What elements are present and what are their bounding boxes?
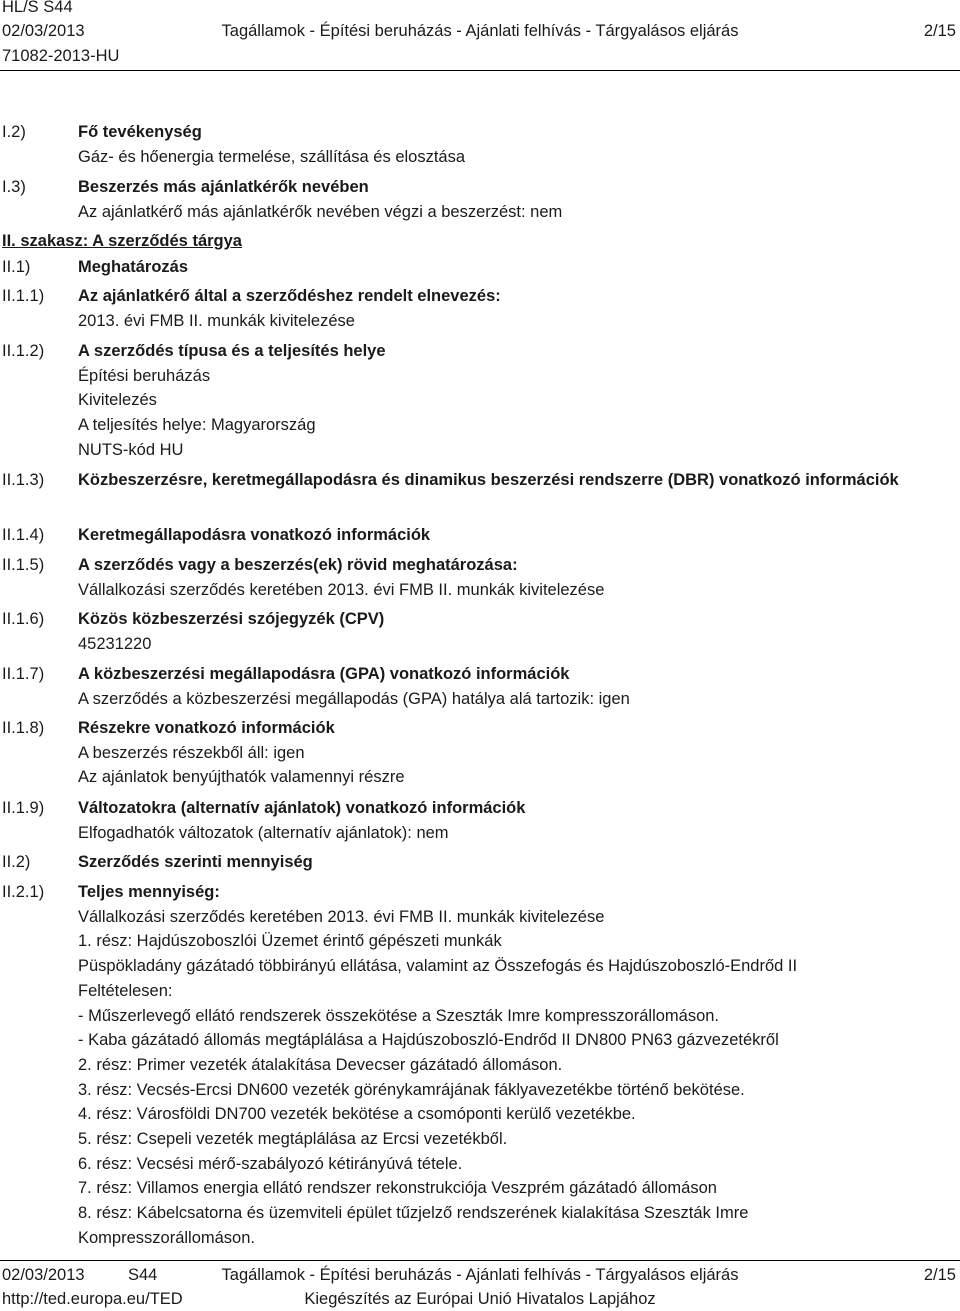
entry-heading: Az ajánlatkérő által a szerződéshez rendelt elnevezés: xyxy=(78,287,501,305)
quantity-line: 2. rész: Primer vezeték átalakítása Devecser gázátadó állomáson. xyxy=(78,1055,563,1074)
quantity-line: Feltételesen: xyxy=(78,981,173,1000)
footer-page-number: 2/15 xyxy=(923,1266,956,1284)
entry-number: I.3) xyxy=(2,178,26,196)
entry-heading: Változatokra (alternatív ajánlatok) vonatkozó információk xyxy=(78,799,526,817)
entry-number: II.1.1) xyxy=(2,287,45,305)
header-rule xyxy=(0,70,960,71)
entry-heading: Közös közbeszerzési szójegyzék (CPV) xyxy=(78,610,385,628)
header-page-number: 2/15 xyxy=(923,22,956,40)
entry-heading: Részekre vonatkozó információk xyxy=(78,719,335,737)
entry-text: 2013. évi FMB II. munkák kivitelezése xyxy=(78,311,355,330)
footer-publisher: Kiegészítés az Európai Unió Hivatalos Lapjához xyxy=(304,1290,656,1308)
quantity-line: 1. rész: Hajdúszoboszlói Üzemet érintő gépészeti munkák xyxy=(78,932,502,951)
quantity-line: Püspökladány gázátadó többirányú ellátása, valamint az Összefogás és Hajdúszoboszló-Endrőd II xyxy=(78,957,798,976)
header-date: 02/03/2013 xyxy=(2,22,85,40)
entry-text: Gáz- és hőenergia termelése, szállítása és elosztása xyxy=(78,147,466,166)
footer-date: 02/03/2013 xyxy=(2,1266,85,1284)
entry-number: I.2) xyxy=(2,123,26,141)
entry-number: II.1.9) xyxy=(2,799,45,817)
entry-number: II.1.6) xyxy=(2,610,45,628)
footer-rule xyxy=(0,1260,960,1261)
quantity-line: - Műszerlevegő ellátó rendszerek összekötése a Szeszták Imre kompresszorállomáson. xyxy=(78,1006,720,1025)
entry-text: A teljesítés helye: Magyarország xyxy=(78,416,316,435)
entry-heading: Beszerzés más ajánlatkérők nevében xyxy=(78,178,369,196)
quantity-line: 6. rész: Vecsési mérő-szabályozó kétirányúvá tétele. xyxy=(78,1154,463,1173)
header-notice-id: 71082-2013-HU xyxy=(2,47,120,65)
entry-number: II.2.1) xyxy=(2,883,45,901)
entry-text: Elfogadhatók változatok (alternatív ajánlatok): nem xyxy=(78,823,449,842)
quantity-line: Kompresszorállomáson. xyxy=(78,1228,255,1247)
entry-heading: Fő tevékenység xyxy=(78,123,202,141)
entry-text: A beszerzés részekből áll: igen xyxy=(78,743,305,762)
quantity-line: 5. rész: Csepeli vezeték megtáplálása az Ercsi vezetékből. xyxy=(78,1130,508,1149)
entry-number: II.1.5) xyxy=(2,556,45,574)
entry-number: II.2) xyxy=(2,853,31,871)
entry-text: Építési beruházás xyxy=(78,366,211,385)
entry-text: NUTS-kód HU xyxy=(78,440,184,459)
footer-title: Tagállamok - Építési beruházás - Ajánlati felhívás - Tárgyalásos eljárás xyxy=(221,1266,739,1284)
header-doc-code: HL/S S44 xyxy=(2,0,73,16)
entry-number: II.1) xyxy=(2,258,31,276)
quantity-line: 8. rész: Kábelcsatorna és üzemviteli épület tűzjelző rendszerének kialakítása Szeszták Imre xyxy=(78,1204,749,1223)
entry-text: Kivitelezés xyxy=(78,391,157,410)
quantity-line: - Kaba gázátadó állomás megtáplálása a Hajdúszoboszló-Endrőd II DN800 PN63 gázvezetékről xyxy=(78,1031,779,1050)
entry-heading: Közbeszerzésre, keretmegállapodásra és dinamikus beszerzési rendszerre (DBR) vonatkozó információk xyxy=(78,471,899,489)
quantity-line: 3. rész: Vecsés-Ercsi DN600 vezeték görénykamrájának fáklyavezetékbe történő bekötése. xyxy=(78,1080,745,1099)
quantity-line: Vállalkozási szerződés keretében 2013. évi FMB II. munkák kivitelezése xyxy=(78,907,605,926)
entry-heading: Meghatározás xyxy=(78,258,189,276)
section-title: II. szakasz: A szerződés tárgya xyxy=(2,232,242,250)
quantity-line: 4. rész: Városföldi DN700 vezeték bekötése a csomóponti kerülő vezetékbe. xyxy=(78,1105,636,1124)
entry-number: II.1.3) xyxy=(2,471,45,489)
entry-heading: A közbeszerzési megállapodásra (GPA) vonatkozó információk xyxy=(78,665,570,683)
entry-text: Az ajánlatok benyújthatók valamennyi részre xyxy=(78,768,405,787)
entry-text: Az ajánlatkérő más ajánlatkérők nevében végzi a beszerzést: nem xyxy=(78,202,563,221)
entry-number: II.1.4) xyxy=(2,526,45,544)
entry-text: A szerződés a közbeszerzési megállapodás (GPA) hatálya alá tartozik: igen xyxy=(78,689,630,708)
entry-heading: Keretmegállapodásra vonatkozó információk xyxy=(78,526,431,544)
header-title: Tagállamok - Építési beruházás - Ajánlati felhívás - Tárgyalásos eljárás xyxy=(221,22,739,40)
entry-text: Vállalkozási szerződés keretében 2013. évi FMB II. munkák kivitelezése xyxy=(78,580,605,599)
entry-heading: A szerződés vagy a beszerzés(ek) rövid meghatározása: xyxy=(78,556,518,574)
entry-number: II.1.2) xyxy=(2,342,45,360)
quantity-line: 7. rész: Villamos energia ellátó rendszer rekonstrukciója Veszprém gázátadó állomáson xyxy=(78,1179,717,1198)
entry-heading: Teljes mennyiség: xyxy=(78,883,220,901)
entry-cpv-code: 45231220 xyxy=(78,634,152,653)
footer-series: S44 xyxy=(128,1266,158,1284)
entry-number: II.1.8) xyxy=(2,719,45,737)
entry-number: II.1.7) xyxy=(2,665,45,683)
entry-heading: Szerződés szerinti mennyiség xyxy=(78,853,313,871)
footer-url-link[interactable]: http://ted.europa.eu/TED xyxy=(2,1290,183,1308)
entry-heading: A szerződés típusa és a teljesítés helye xyxy=(78,342,386,360)
